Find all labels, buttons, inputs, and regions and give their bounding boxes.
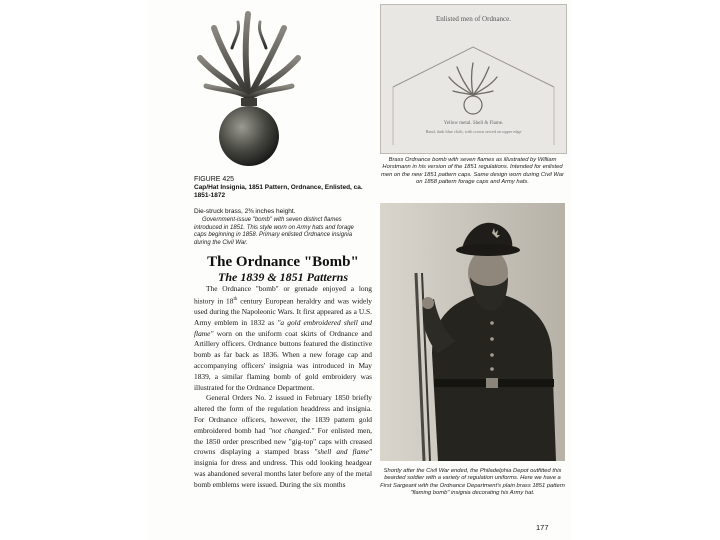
drawing-label-2: Band, dark blue cloth, with crown sewed on upper edge <box>425 129 522 134</box>
drawing-caption: Brass Ordnance bomb with seven flames as illustrated by William Horstmann in his version of the 1851 regulations. Intended for enlisted men on the new 1851 pattern caps. Same design worn during Civil War on 1858 pattern forage caps and Army hats. <box>381 157 564 186</box>
drawing-label-1: Yellow metal. Shell & Flame. <box>443 121 504 126</box>
figure-subtitle: Die-struck brass, 2⅜ inches height. <box>194 208 296 215</box>
article-body <box>194 284 372 491</box>
quoted-phrase: "shell and flame" <box>314 447 372 457</box>
section-subtitle: The 1839 & 1851 Patterns <box>217 270 348 284</box>
page-number: 177 <box>536 523 549 532</box>
brass-bomb-photo <box>194 6 304 174</box>
figure-title: Cap/Hat Insignia, 1851 Pattern, Ordnance, Enlisted, ca. 1851-1872 <box>194 184 363 199</box>
soldier-photo <box>380 203 565 461</box>
book-page <box>148 0 571 540</box>
paragraph-1 <box>194 284 372 393</box>
drawing-heading: Enlisted men of Ordnance. <box>435 15 512 23</box>
text-run: General Orders No. 2 issued in February 1850 briefly altered the form of the regulation headdress and insignia. For Ordnance officers, however, the 1839 pattern gold embroidered bomb had <box>194 393 372 435</box>
section-title: The Ordnance "Bomb" <box>207 254 359 270</box>
superscript: th <box>233 296 238 302</box>
text-run: century European heraldry and was widely used during the Napoleonic Wars. It first appeared as a U.S. Army emblem in 1832 as <box>194 296 372 327</box>
quoted-phrase: "not changed." <box>268 425 315 435</box>
figure-description: Government-issue "bomb" with seven distinct flames introduced in 1851. This style worn on Army hats and forage caps beginning in 1858. Primary enlisted Ordnance insignia during the Civil War. <box>194 217 354 246</box>
photo-caption: Shortly after the Civil War ended, the Philadelphia Depot outfitted this bearded soldier with a variety of regulation uniforms. Here we have a First Sargeant with the Ordnance Department's plain brass 1851 pattern "flaming bomb" insignia decorating his Army hat. <box>380 468 565 497</box>
bomb-ball <box>219 106 279 166</box>
sketch-flame-icon <box>449 63 497 95</box>
figure-number: FIGURE 425 <box>194 176 235 183</box>
text-run: insignia for dress and undress. This odd looking headgear was abandoned several months later before any of the metal bomb emblems were issued. During the six months <box>194 458 372 489</box>
text-run: For enlisted men, the 1850 order prescribed new "gig-top" caps with creased crowns displaying a stamped brass <box>194 425 372 457</box>
quoted-phrase: "a gold embroidered shell and flame" <box>194 317 372 338</box>
paragraph-2 <box>194 393 372 490</box>
text-run: The Ordnance "bomb" or grenade enjoyed a long history in 18 <box>194 284 372 306</box>
text-run: worn on the uniform coat skirts of Ordnance and Artillery officers. Ordnance buttons featured the distinctive bomb as far back as 1836. When a new forage cap and accompanying officers' insignia was introduced in May 1839, a similar flaming bomb of gold embroidery was illustrated for the Ordnance Department. <box>194 328 372 392</box>
cap-band-sketch <box>381 27 566 153</box>
flame-icon <box>200 14 298 98</box>
regulation-drawing <box>380 4 567 154</box>
